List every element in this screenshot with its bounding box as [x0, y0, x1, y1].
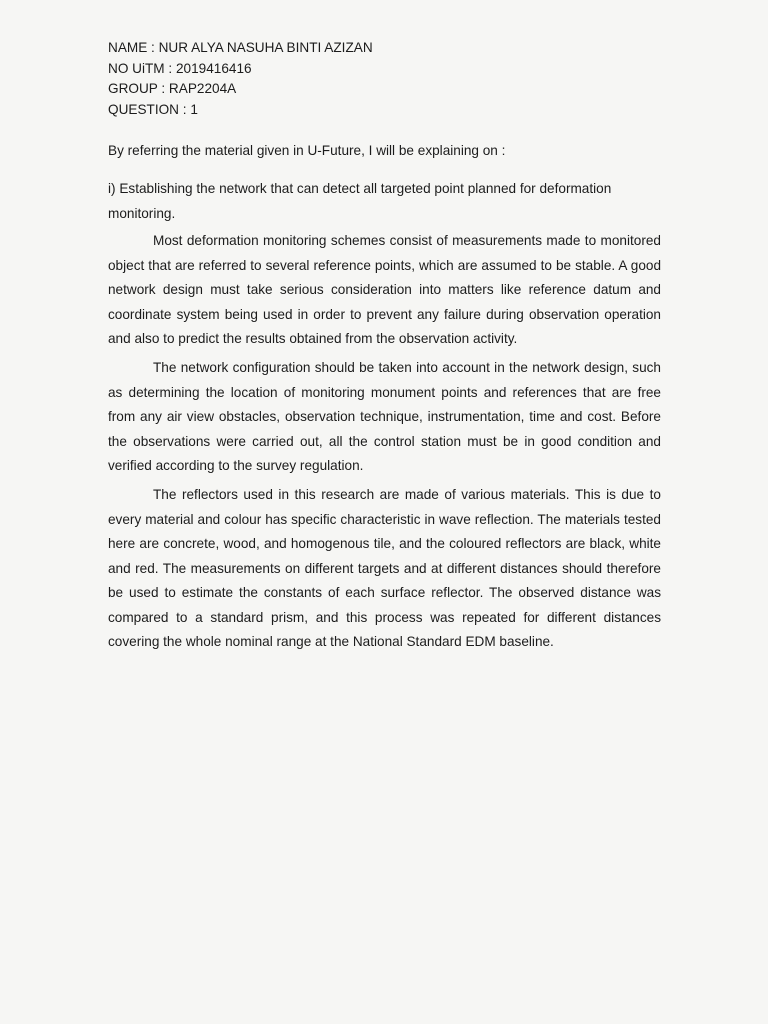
paragraph-reference-points: Most deformation monitoring schemes consist of measurements made to monitored object that are referred to several reference points, which are assumed to be stable. A good network design must take serious consideration into matters like reference datum and coordinate system being used in order to prevent any failure during observation operation and also to predict the results obtained from the observation activity.	[108, 233, 661, 346]
body-text	[108, 229, 661, 659]
student-name: NAME : NUR ALYA NASUHA BINTI AZIZAN	[108, 40, 373, 55]
intro-sentence: By referring the material given in U-Future, I will be explaining on :	[108, 143, 506, 158]
student-id: NO UiTM : 2019416416	[108, 60, 252, 76]
question-number: QUESTION : 1	[108, 101, 198, 117]
student-header	[108, 38, 668, 120]
student-group: GROUP : RAP2204A	[108, 81, 237, 96]
section-heading: i) Establishing the network that can detect all targeted point planned for deformation monitoring.	[108, 181, 612, 221]
paragraph-network-configuration: The network configuration should be taken into account in the network design, such as determining the location of monitoring monument points and references that are free from any air view obstacles, observation technique, instrumentation, time and cost. Before the observations were carried out, all the control station must be in good condition and verified according to the survey regulation.	[108, 360, 661, 473]
paragraph-reflectors: The reflectors used in this research are made of various materials. This is due to every material and colour has specific characteristic in wave reflection. The materials tested here are concrete, wood, and homogenous tile, and the coloured reflectors are black, white and red. The measurements on different targets and at different distances should therefore be used to estimate the constants of each surface reflector. The observed distance was compared to a standard prism, and this process was repeated for different distances covering the whole nominal range at the National Standard EDM baseline.	[108, 487, 661, 649]
